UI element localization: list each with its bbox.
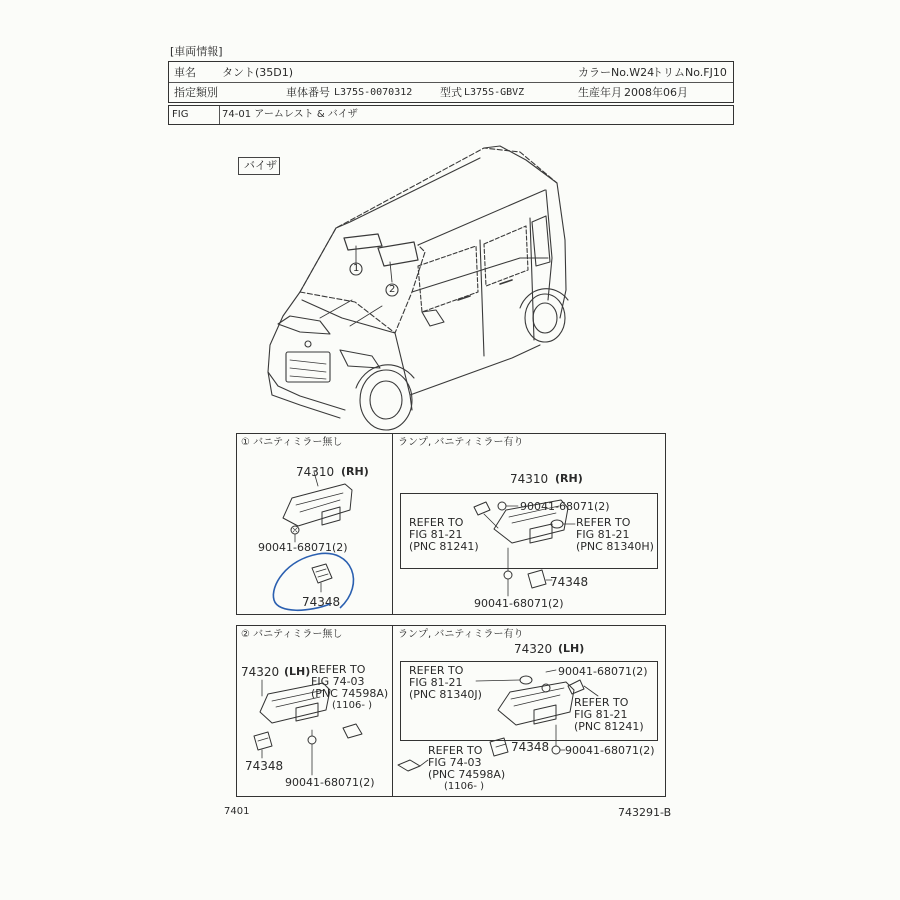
panel2-left-title: ② バニティミラー無し <box>241 629 343 640</box>
vehicle-info-label: [車両情報] <box>170 45 223 58</box>
car-name: タント(35D1) <box>222 66 294 79</box>
panel1-right-screw-bottom: 90041-68071(2) <box>474 597 564 610</box>
panel1-right-part: 74310 <box>510 472 549 486</box>
production-label: 生産年月 <box>578 86 622 99</box>
annotation-circle <box>273 553 353 610</box>
panel1-left-clip: 74348 <box>302 595 341 609</box>
panel1-right-side: (RH) <box>555 472 583 485</box>
car-name-label: 車名 <box>174 66 196 79</box>
panel1-right-refer-left-1: REFER TO <box>409 516 464 529</box>
panel1-right-screw-top: 90041-68071(2) <box>520 500 610 513</box>
vin-label: 車体番号 <box>286 86 330 99</box>
panel2-left-side: (LH) <box>284 665 311 678</box>
panel2-left-refer-2: FIG 74-03 <box>311 675 365 688</box>
panel2-right-part: 74320 <box>514 642 553 656</box>
callout-1-label: 1 <box>353 263 360 274</box>
panel1-right-clip: 74348 <box>550 575 589 589</box>
color-no: カラーNo.W24 <box>578 66 655 79</box>
panel1-right-refer-right-1: REFER TO <box>576 516 631 529</box>
panel2-right-refer-lamp-2: FIG 81-21 <box>409 676 463 689</box>
fig-label: FIG <box>172 109 189 120</box>
panel2-left-clip: 74348 <box>245 759 284 773</box>
panel2-left-screw: 90041-68071(2) <box>285 776 375 789</box>
panel2-right-refer-pad-1: REFER TO <box>428 744 483 757</box>
panel1-right-refer-left-3: (PNC 81241) <box>409 540 479 553</box>
panel1-right-refer-left-2: FIG 81-21 <box>409 528 463 541</box>
panel2-right-refer-mirror-3: (PNC 81241) <box>574 720 644 733</box>
panel2-left-part: 74320 <box>241 665 280 679</box>
production-date: 2008年06月 <box>624 86 688 99</box>
panel2-right-refer-pad-2: FIG 74-03 <box>428 756 482 769</box>
panel2-right-refer-lamp-1: REFER TO <box>409 664 464 677</box>
panel2-right-refer-mirror-2: FIG 81-21 <box>574 708 628 721</box>
footer-page-left: 7401 <box>224 806 250 817</box>
panel2-right-title: ランプ, バニティミラー有り <box>398 629 524 640</box>
model-label: 型式 <box>440 86 462 99</box>
designation-label: 指定類別 <box>174 86 218 99</box>
fig-title: 74-01 アームレスト & バイザ <box>222 109 358 120</box>
panel2-left-refer-1: REFER TO <box>311 663 366 676</box>
panel2-right-clip: 74348 <box>511 740 550 754</box>
visor-tag-label: バイザ <box>244 159 277 172</box>
panel1-left-screw: 90041-68071(2) <box>258 541 348 554</box>
panel2-right-refer-lamp-3: (PNC 81340J) <box>409 688 482 701</box>
panel1-left-side: (RH) <box>341 465 369 478</box>
panel1-left-part: 74310 <box>296 465 335 479</box>
panel1-right-refer-right-3: (PNC 81340H) <box>576 540 654 553</box>
vin: L375S-0070312 <box>334 87 413 98</box>
trim-no: トリムNo.FJ10 <box>652 66 727 79</box>
footer-page-right: 743291-B <box>618 806 672 819</box>
panel1-right-refer-right-2: FIG 81-21 <box>576 528 630 541</box>
panel1-left-title: ① バニティミラー無し <box>241 437 343 448</box>
model: L375S-GBVZ <box>464 87 525 98</box>
panel2-right-screw-bottom: 90041-68071(2) <box>565 744 655 757</box>
panel2-left-refer-4: (1106- ) <box>332 700 373 711</box>
panel2-right-refer-mirror-1: REFER TO <box>574 696 629 709</box>
panel2-left-refer-3: (PNC 74598A) <box>311 687 389 700</box>
callout-2-label: 2 <box>389 284 396 295</box>
panel2-right-refer-pad-4: (1106- ) <box>444 781 485 792</box>
panel1-right-title: ランプ, バニティミラー有り <box>398 437 524 448</box>
panel2-right-screw-top: 90041-68071(2) <box>558 665 648 678</box>
panel2-right-refer-pad-3: (PNC 74598A) <box>428 768 506 781</box>
panel2-right-side: (LH) <box>558 642 585 655</box>
